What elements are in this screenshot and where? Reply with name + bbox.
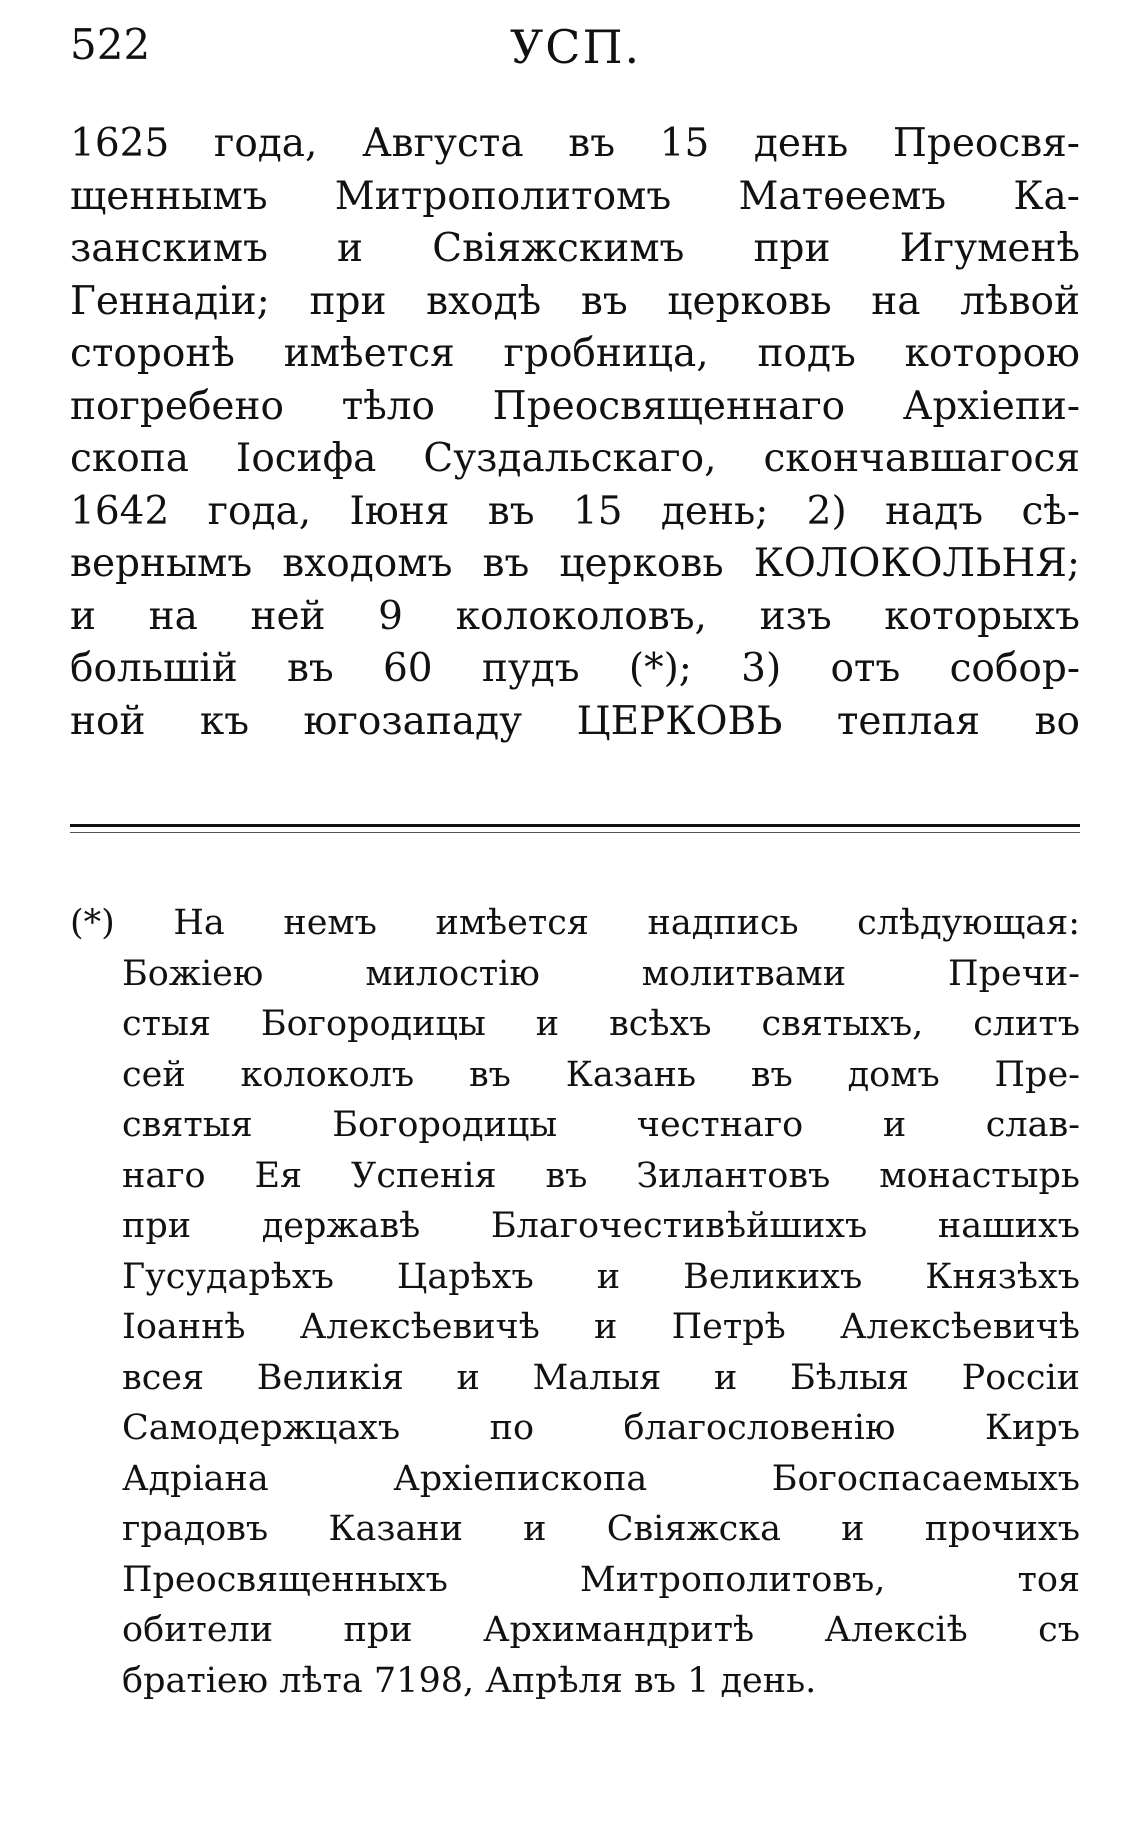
text-line: вернымъ входомъ въ церковь КОЛОКОЛЬНЯ; [70,541,1080,586]
text-line: щеннымъ Митрополитомъ Матѳеемъ Ка- [70,173,1080,219]
footnote-line: Адріана Архіепископа Богоспасаемыхъ [122,1458,1080,1499]
page-number: 522 [70,20,151,69]
text-line: занскимъ и Свіяжскимъ при Игуменѣ [70,226,1080,271]
footnote-line: наго Ея Успенія въ Зилантовъ монастырь [122,1155,1080,1196]
text-line: Геннадіи; при входѣ въ церковь на лѣвой [70,278,1080,324]
footnote-line: Іоаннѣ Алексѣевичѣ и Петрѣ Алексѣевичѣ [122,1307,1080,1347]
text-line: большій въ 60 пудъ (*); 3) отъ собор- [70,646,1080,691]
running-head: УСП. [510,20,642,74]
footnote-line: (*) На немъ имѣется надпись слѣдующая: [70,903,1080,943]
footnote-line: Божіею милостію молитвами Пречи- [122,953,1080,994]
footnote [70,898,1080,1706]
footnote-line: Самодержцахъ по благословенію Киръ [122,1408,1080,1448]
footnote-line: градовъ Казани и Свіяжска и прочихъ [122,1509,1080,1549]
footnote-line: сей колоколъ въ Казань въ домъ Пре- [122,1054,1080,1095]
footnote-divider [70,824,1080,827]
footnote-line: при державѣ Благочестивѣйшихъ нашихъ [122,1206,1080,1246]
footnote-line: стыя Богородицы и всѣхъ святыхъ, слитъ [122,1004,1080,1044]
footnote-line: всея Великія и Малыя и Бѣлыя Россіи [122,1357,1080,1398]
text-line: погребено тѣло Преосвященнаго Архіепи- [70,383,1080,429]
text-line: и на ней 9 колоколовъ, изъ которыхъ [70,593,1080,639]
footnote-line: святыя Богородицы честнаго и слав- [122,1105,1080,1145]
footnote-line: братіею лѣта 7198, Апрѣля въ 1 день. [122,1660,817,1701]
text-line: 1625 года, Августа въ 15 день Преосвя- [70,121,1080,166]
footnote-line: Гусударѣхъ Царѣхъ и Великихъ Князѣхъ [122,1256,1080,1297]
text-line: сторонѣ имѣется гробница, подъ которою [70,331,1080,376]
footnote-divider-thin [70,832,1080,833]
text-line: ной къ югозападу ЦЕРКОВЬ теплая во [70,698,1080,744]
footnote-line: обители при Архимандритѣ Алексіѣ съ [122,1610,1080,1650]
main-text [70,118,1080,748]
text-line: скопа Іосифа Суздальскаго, скончавшагося [70,436,1080,481]
text-line: 1642 года, Іюня въ 15 день; 2) надъ сѣ- [70,488,1080,534]
footnote-line: Преосвященныхъ Митрополитовъ, тоя [122,1559,1080,1600]
page-header [70,20,1080,80]
